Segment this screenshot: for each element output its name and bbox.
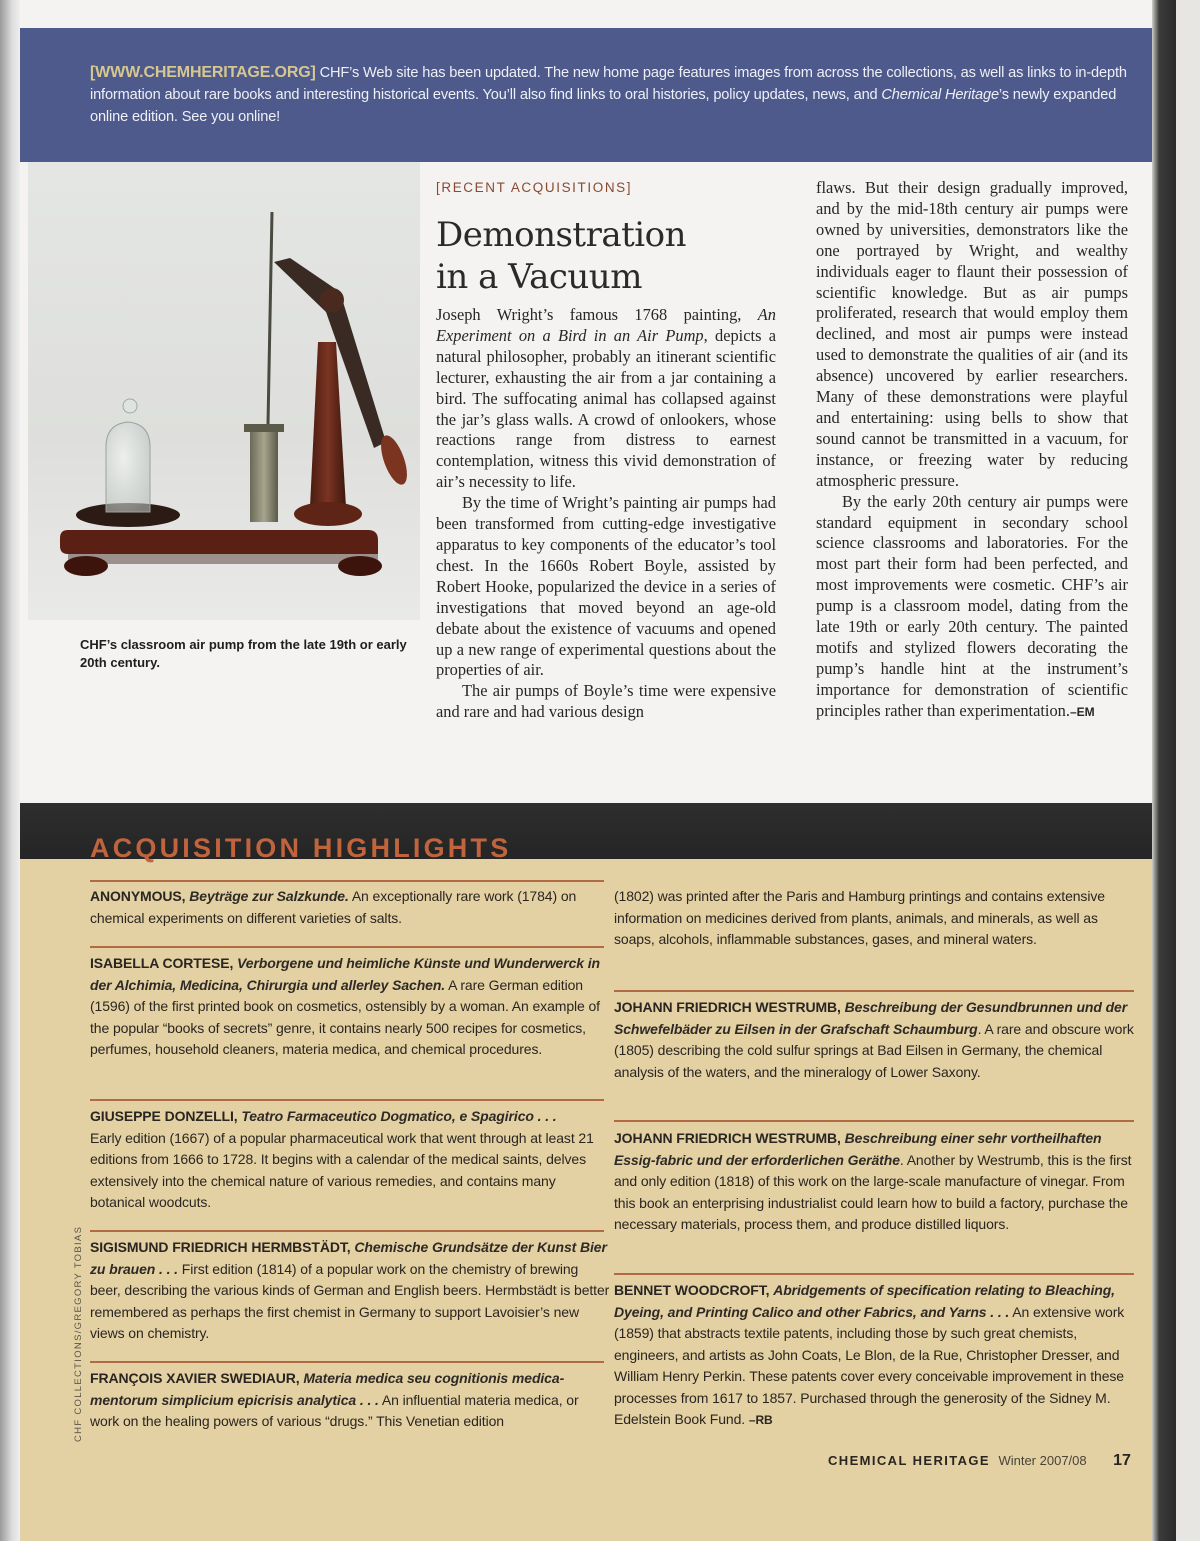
highlight-entry-swediaur <box>90 1368 610 1433</box>
pump-base <box>60 530 378 554</box>
air-pump-illustration <box>28 162 420 620</box>
jar-knob <box>123 399 137 413</box>
web-notice-text-1: CHF’s Web site has been updated. The new home page features images from across the collections, as well as links to in-depth information about rare books and interesting historical events. You’ll also find links to oral histories, policy updates, news, and <box>90 65 1127 103</box>
entry-author: GIUSEPPE DONZELLI, <box>90 1108 238 1124</box>
highlight-entry-westrumb-2 <box>614 1128 1134 1236</box>
entry-divider <box>90 1230 604 1232</box>
column-base <box>294 502 362 526</box>
entry-description: Early edition (1667) of a popular pharmaceutical work that went through at least 21 editions from 1666 to 1728. It begins with a calendar of the medical saints, delves extensively into the chemical nature of various remedies, and contains many botanical woodcuts. <box>90 1129 594 1210</box>
piston-rod <box>268 212 272 424</box>
entry-description: An exceptionally rare work (1784) on chemical experiments on different varieties of salts. <box>90 888 577 926</box>
highlight-entry-westrumb-1 <box>614 997 1134 1083</box>
article-paragraph-2: By the time of Wright’s painting air pumps had been transformed from cutting-edge investigative apparatus to key components of the educator’s tool chest. In the 1660s Robert Boyle, assisted by Robert Hooke, popularized the device in a series of investigations that moved beyond an age-old debate about the existence of vacuums and opened up a new range of experimental questions about the properties of air. <box>436 493 776 680</box>
highlight-entry-cortese <box>90 953 610 1061</box>
highlight-entry-hermbstaedt <box>90 1237 610 1345</box>
p1-text-b: , depicts a natural philosopher, probably an itinerant scientific lecturer, exhausting the air from a jar containing a bird. The suffocating animal has collapsed against the jar’s glass walls. A crowd of onlookers, whose reactions range from distress to earnest contemplation, witness this vivid demonstration of air’s necessity to life. <box>436 325 776 492</box>
article-headline <box>436 214 796 298</box>
entry-title: Beschreibung der Gesundbrunnen und der Schwefelbäder zu Eilsen in der Grafschaft Schaumburg <box>614 999 1128 1037</box>
author-signature: –EM <box>1069 704 1095 719</box>
pump-foot-right <box>338 556 382 576</box>
p1-text-a: Joseph Wright’s famous 1768 painting, <box>436 305 758 324</box>
article-paragraph-1 <box>436 305 776 493</box>
magazine-name-italic: Chemical Heritage <box>881 87 999 103</box>
entry-description: An extensive work (1859) that abstracts textile patents, including those by such great chemists, engineers, and artists as John Coats, Le Blon, de la Rue, Christopher Dresser, and William Henry Perkin. These patents cover every conceivable improvement in these processes from 1617 to 1857. Purchased through the generosity of the Sidney M. Edelstein Book Fund. <box>614 1303 1125 1427</box>
pump-cylinder <box>250 430 278 522</box>
article-paragraph-3-cont: flaws. But their design gradually improved, and by the mid-18th century air pumps were owned by universities, demonstrators like the one portrayed by Wright, and wealthy individuals eager to flaunt their possession of scientific knowledge. But as air pumps proliferated, research that would employ them declined, and most air pumps were instead used to demonstrate the qualities of air (and its absence) uncovered by earlier researchers. Many of these demonstrations were playful and entertaining: using bells to show that sound cannot be transmitted in a vacuum, for instance, or freezing water by reducing atmospheric pressure. <box>816 178 1128 490</box>
painting-title: An Experiment on a Bird in an Air Pump <box>436 305 776 345</box>
entry-author: JOHANN FRIEDRICH WESTRUMB, <box>614 1130 841 1146</box>
entry-author: SIGISMUND FRIEDRICH HERMBSTÄDT, <box>90 1239 351 1255</box>
entry-signature: –RB <box>748 1413 773 1427</box>
web-notice-text-2: ’s newly expanded online edition. See you online! <box>90 87 1117 125</box>
entry-title: Abridgements of specification relating to Bleaching, Dyeing, and Printing Calico and other Fabrics, and Yarns . . . <box>614 1282 1115 1320</box>
entry-divider <box>614 1120 1134 1122</box>
entry-description: . Another by Westrumb, this is the first and only edition (1818) of this work on the large-scale manufacture of vinegar. From this book an enterprising industrialist could learn how to build a factory, purchase the necessary materials, process them, and produce distilled liquors. <box>614 1151 1132 1232</box>
glass-bell-jar <box>106 422 150 512</box>
entry-author: FRANÇOIS XAVIER SWEDIAUR, <box>90 1370 300 1386</box>
highlights-heading: ACQUISITION HIGHLIGHTS <box>90 833 512 863</box>
entry-description: First edition (1814) of a popular work on the chemistry of brewing beer, describing the various kinds of German and English beers. Hermbstädt is better remembered as perhaps the first chemist in Germany to support Lavoisier’s new views on chemistry. <box>90 1260 610 1341</box>
entry-divider <box>90 946 604 948</box>
entry-author: JOHANN FRIEDRICH WESTRUMB, <box>614 999 841 1015</box>
headline-line-1: Demonstration <box>436 215 687 255</box>
entry-description-continued: (1802) was printed after the Paris and Hamburg printings and contains extensive information on medicines derived from plants, animals, and minerals, as well as soaps, alcohols, inflammable substances, gases, and mineral waters. <box>614 888 1105 947</box>
entry-title: Materia medica seu cognitionis medicamentorum simplicium epicrisis analytica . . . <box>90 1370 565 1408</box>
page-gutter <box>0 0 20 1541</box>
entry-author: ANONYMOUS, <box>90 888 186 904</box>
magazine-page <box>20 0 1176 1541</box>
entry-divider <box>90 1099 604 1101</box>
cylinder-cap <box>244 424 284 432</box>
photo-caption: CHF’s classroom air pump from the late 19th or early 20th century. <box>80 637 407 670</box>
article-column-2 <box>816 178 1128 723</box>
entry-description: An influential materia medica, or work on the healing powers of various “drugs.” This Venetian edition <box>90 1391 579 1429</box>
pump-column <box>310 342 346 507</box>
highlight-entry-anonymous <box>90 886 610 929</box>
entry-author: BENNET WOODCROFT, <box>614 1282 770 1298</box>
entry-description: . A rare and obscure work (1805) describing the cold sulfur springs at Bad Eilsen in Germany, the chemical analysis of the waters, and the mineralogy of Lower Saxony. <box>614 1020 1134 1080</box>
page-edge <box>1152 0 1176 1541</box>
website-link[interactable]: [WWW.CHEMHERITAGE.ORG] <box>90 64 316 81</box>
magazine-title: CHEMICAL HERITAGE <box>828 1453 990 1468</box>
entry-title: Beyträge zur Salzkunde. <box>189 888 349 904</box>
entry-divider <box>90 1361 604 1363</box>
page-number: 17 <box>1113 1452 1131 1469</box>
entry-description: A rare German edition (1596) of the first printed book on cosmetics, ostensibly by a woman. An example of the popular “books of secrets” genre, it contains nearly 500 recipes for cosmetics, perfumes, household cleaners, materia medica, and chemical procedures. <box>90 976 600 1057</box>
entry-title: Verborgene und heimliche Künste und Wunderwerck in der Alchimia, Medicina, Chirurgia und allerley Sachen. <box>90 955 600 993</box>
entry-title: Chemische Grundsätze der Kunst Bier zu brauen . . . <box>90 1239 607 1277</box>
web-notice <box>90 62 1150 128</box>
issue-date: Winter 2007/08 <box>998 1453 1087 1468</box>
article-paragraph-3-start: The air pumps of Boyle’s time were expensive and rare and had various design <box>436 681 776 722</box>
section-kicker: [RECENT ACQUISITIONS] <box>436 180 633 195</box>
photo-credit: CHF COLLECTIONS/GREGORY TOBIAS <box>73 1225 84 1442</box>
highlight-entry-woodcroft <box>614 1280 1134 1432</box>
page-footer <box>828 1452 1131 1470</box>
entry-divider <box>614 990 1134 992</box>
lever-pivot <box>320 288 344 312</box>
highlight-entry-swediaur-continued <box>614 886 1134 951</box>
pump-foot-left <box>64 556 108 576</box>
entry-divider <box>614 1273 1134 1275</box>
entry-divider <box>90 880 604 882</box>
entry-title: Beschreibung einer sehr vortheilhaften Essig-fabric und der erforderlichen Geräthe <box>614 1130 1102 1168</box>
entry-author: ISABELLA CORTESE, <box>90 955 234 971</box>
article-paragraph-4 <box>816 492 1128 723</box>
air-pump-photo <box>28 162 420 620</box>
headline-line-2: in a Vacuum <box>436 257 642 297</box>
article-column-1 <box>436 305 776 723</box>
entry-title: Teatro Farmaceutico Dogmatico, e Spagirico . . . <box>241 1108 557 1124</box>
highlight-entry-donzelli <box>90 1106 610 1214</box>
p4-text: By the early 20th century air pumps were standard equipment in secondary school science classrooms and laboratories. For the most part their form had been perfected, and most improvements were cosmetic. CHF’s air pump is a classroom model, dating from the late 19th or early 20th century. The painted motifs and stylized flowers decorating the pump’s handle hint at the instrument’s importance for demonstration of scientific principles rather than experimentation. <box>816 491 1128 720</box>
